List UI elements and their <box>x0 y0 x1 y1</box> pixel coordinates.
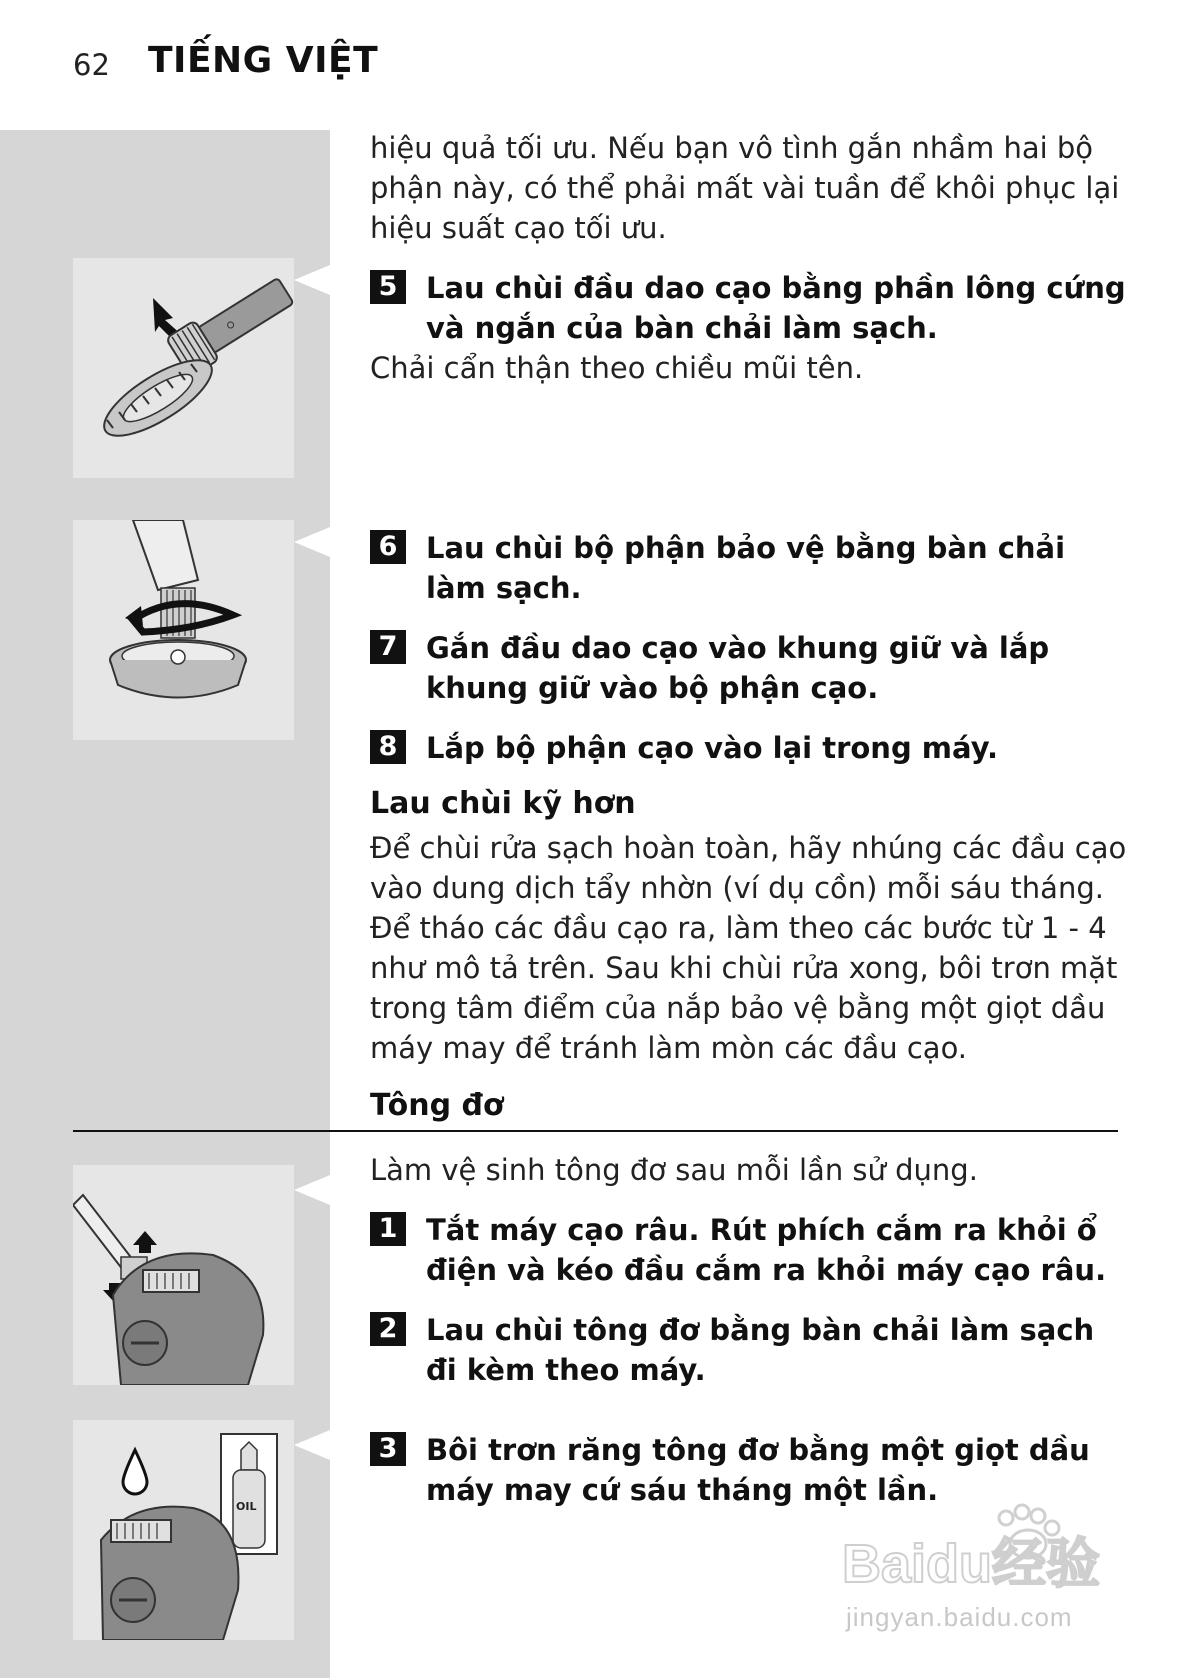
step-number: 8 <box>370 730 406 764</box>
trimmer-oil-drawing <box>73 1420 294 1640</box>
thorough-paragraph: Để chùi rửa sạch hoàn toàn, hãy nhúng các đầu cạo vào dung dịch tẩy nhờn (ví dụ cồn) mỗi sáu tháng. Để tháo các đầu cạo ra, làm theo các bước từ 1 - 4 như mô tả trên. Sau khi chùi rửa xong, bôi trơn mặt trong tâm điểm của nắp bảo vệ bằng một giọt dầu máy may để tránh làm mòn các đầu cạo. <box>370 831 1127 1065</box>
step-text: Gắn đầu dao cạo vào khung giữ và lắp khung giữ vào bộ phận cạo. <box>426 631 1050 705</box>
trimmer-brush-drawing <box>73 1165 294 1385</box>
step-text: Lau chùi bộ phận bảo vệ bằng bàn chải làm sạch. <box>426 531 1066 605</box>
brush-guard-drawing <box>73 520 294 740</box>
step-5-note: Chải cẩn thận theo chiều mũi tên. <box>370 351 864 385</box>
watermark-url: jingyan.baidu.com <box>846 1602 1073 1632</box>
section-divider <box>73 1130 1118 1132</box>
step-number: 2 <box>370 1312 406 1346</box>
intro-paragraph <box>370 128 1130 248</box>
trimmer-step-3 <box>370 1430 1130 1510</box>
step-number: 7 <box>370 630 406 664</box>
illustration-pointer <box>294 527 330 557</box>
step-8 <box>370 728 1130 768</box>
page-number: 62 <box>73 48 110 82</box>
trimmer-intro: Làm vệ sinh tông đơ sau mỗi lần sử dụng. <box>370 1153 978 1187</box>
intro-line: hiệu quả tối ưu. Nếu bạn vô tình gắn nhầm hai bộ <box>370 131 1094 165</box>
illustration-brush-guard <box>73 520 294 740</box>
oil-label: OIL <box>236 1500 257 1513</box>
trimmer-step-2 <box>370 1310 1130 1390</box>
step-text: Lau chùi tông đơ bằng bàn chải làm sạch đi kèm theo máy. <box>426 1313 1095 1387</box>
step-text: Bôi trơn răng tông đơ bằng một giọt dầu máy may cứ sáu tháng một lần. <box>426 1433 1090 1507</box>
step-number: 1 <box>370 1212 406 1246</box>
illustration-trimmer-brush <box>73 1165 294 1385</box>
step-6 <box>370 528 1130 608</box>
illustration-pointer <box>294 1430 330 1460</box>
step-number: 5 <box>370 270 406 304</box>
illustration-pointer <box>294 1175 330 1205</box>
illustration-brush-cutter <box>73 258 294 478</box>
page-title: TIẾNG VIỆT <box>148 40 379 81</box>
brush-cutter-drawing <box>73 258 294 478</box>
step-text: Lắp bộ phận cạo vào lại trong máy. <box>426 731 998 765</box>
intro-line: phận này, có thể phải mất vài tuần để khôi phục lại <box>370 171 1120 205</box>
baidu-watermark <box>838 1500 1128 1640</box>
watermark-logo-text: Baidu经验 <box>842 1534 1101 1594</box>
step-text: Tắt máy cạo râu. Rút phích cắm ra khỏi ổ điện và kéo đầu cắm ra khỏi máy cạo râu. <box>426 1213 1107 1287</box>
intro-line: hiệu suất cạo tối ưu. <box>370 211 667 245</box>
section-heading-thorough: Lau chùi kỹ hơn <box>370 786 636 821</box>
trimmer-step-1 <box>370 1210 1130 1290</box>
step-7 <box>370 628 1130 708</box>
illustration-trimmer-oil <box>73 1420 294 1640</box>
step-number: 6 <box>370 530 406 564</box>
step-text: Lau chùi đầu dao cạo bằng phần lông cứng và ngắn của bàn chải làm sạch. <box>426 271 1126 345</box>
illustration-pointer <box>294 265 330 295</box>
section-heading-trimmer: Tông đơ <box>370 1088 504 1123</box>
step-number: 3 <box>370 1432 406 1466</box>
step-5 <box>370 268 1130 348</box>
